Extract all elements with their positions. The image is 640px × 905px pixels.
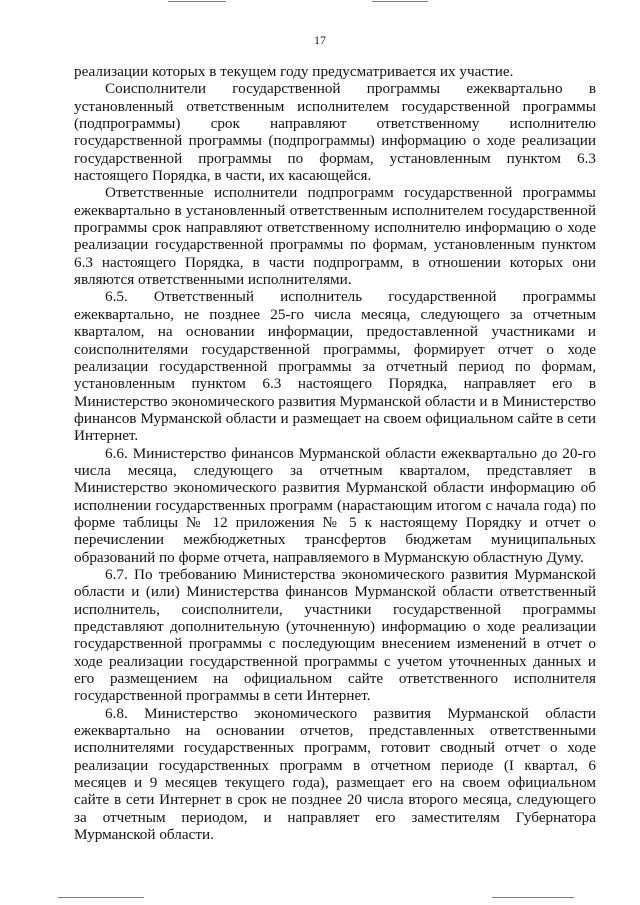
paragraph-subprogram-executors: Ответственные исполнители подпрограмм государственной программы ежеквартально в установленный ответственным исполнителем государственной программы срок направляют ответственному исполнителю информацию о ходе реализации государственной программы по формам, установленным пунктом 6.3 настоящего Порядка, в части подпрограмм, в отношении которых они являются ответственными исполнителями. xyxy=(74,184,596,289)
paragraph-6-8: 6.8. Министерство экономического развития Мурманской области ежеквартально на основании отчетов, представленных ответственными исполнителями государственных программ, готовит сводный отчет о ходе реализации государственных программ в отчетном периоде (I квартал, 6 месяцев и 9 месяцев текущего года), размещает его на своем официальном сайте в сети Интернет в срок не позднее 20 числа второго месяца, следующего за отчетным периодом, и направляет его заместителям Губернатора Мурманской области. xyxy=(74,704,596,844)
top-right-rule xyxy=(372,1,428,2)
paragraph-coexecutors: Соисполнители государственной программы ежеквартально в установленный ответственным исполнителем государственной программы (подпрограммы) срок направляют ответственному исполнителю государственной программы (подпрограммы) информацию о ходе реализации государственной программы по формам, установленным пунктом 6.3 настоящего Порядка, в части, их касающейся. xyxy=(74,80,596,185)
top-left-rule xyxy=(168,1,226,2)
body-text xyxy=(74,63,596,843)
paragraph-continuation: реализации которых в текущем году предусматривается их участие. xyxy=(74,63,514,80)
paragraph-6-5: 6.5. Ответственный исполнитель государственной программы ежеквартально, не позднее 25-го числа месяца, следующего за отчетным кварталом, на основании информации, предоставленной участниками и соисполнителями государственной программы, формирует отчет о ходе реализации государственной программы за отчетный период по формам, установленным пунктом 6.3 настоящего Порядка, направляет его в Министерство экономического развития Мурманской области и в Министерство финансов Мурманской области и размещает на своем официальном сайте в сети Интернет. xyxy=(74,288,596,445)
bottom-left-rule xyxy=(58,897,144,898)
page-number: 17 xyxy=(314,33,326,47)
bottom-right-rule xyxy=(492,897,574,898)
paragraph-6-7: 6.7. По требованию Министерства экономического развития Мурманской области и (или) Министерства финансов Мурманской области ответственный исполнитель, соисполнители, участники государственной программы представляют дополнительную (уточненную) информацию о ходе реализации государственной программы с последующим внесением изменений в отчет о ходе реализации государственной программы с учетом уточненных данных и его размещением на официальном сайте ответственного исполнителя государственной программы в сети Интернет. xyxy=(74,565,596,705)
paragraph-6-6: 6.6. Министерство финансов Мурманской области ежеквартально до 20-го числа месяца, следующего за отчетным кварталом, представляет в Министерство экономического развития Мурманской области информацию об исполнении государственных программ (нарастающим итогом с начала года) по форме таблицы № 12 приложения № 5 к настоящему Порядку и отчет о перечислении межбюджетных трансфертов бюджетам муниципальных образований по форме отчета, направляемого в Мурманскую областную Думу. xyxy=(74,444,596,566)
